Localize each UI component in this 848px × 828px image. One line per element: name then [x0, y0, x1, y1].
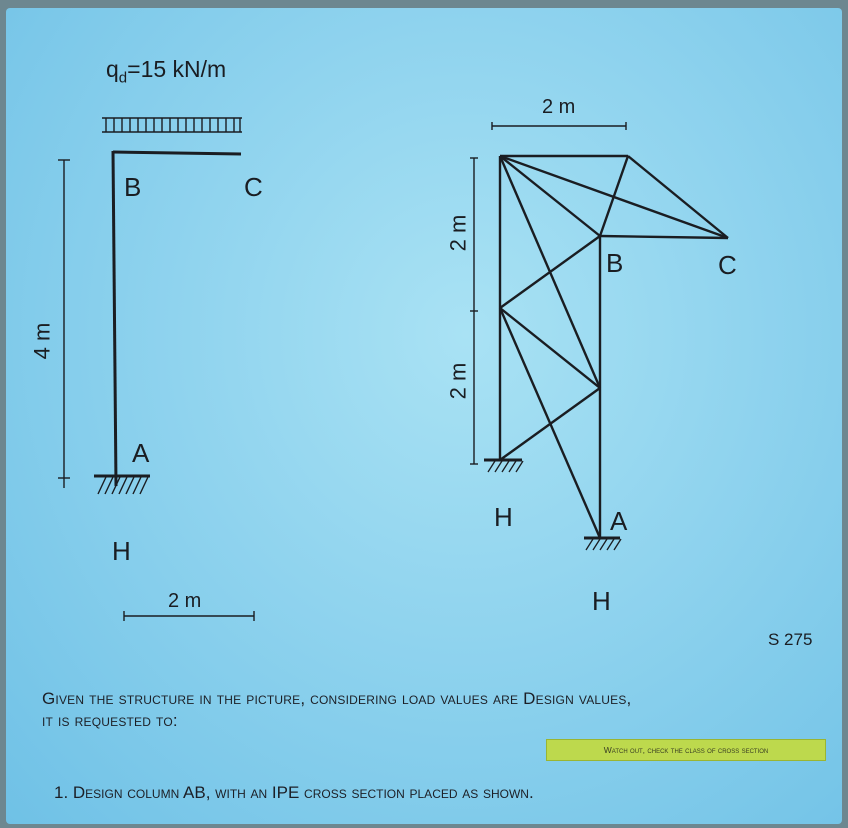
problem-statement-line-2: it is requested to: — [42, 711, 178, 730]
node-label-A-right: A — [610, 506, 628, 536]
height-dimension-line — [58, 160, 70, 488]
truss-left-support — [484, 460, 523, 472]
truss-members — [500, 156, 728, 538]
problem-statement-line-1: Given the structure in the picture, considering load values are Design values, — [42, 689, 632, 708]
ipe-section-symbol-truss-left: H — [494, 502, 513, 532]
load-label: $q_d=15$ kN/m — [106, 56, 227, 87]
left-fixed-support — [94, 476, 150, 494]
steel-grade-label: S 275 — [768, 630, 813, 649]
node-label-C-left: C — [244, 172, 263, 202]
node-label-A-left: A — [132, 438, 150, 468]
truss-width-dimension — [492, 122, 626, 130]
height-dimension-label: 4 m — [29, 322, 55, 360]
ipe-section-symbol-truss-right: H — [592, 586, 611, 616]
node-label-C-right: C — [718, 250, 737, 280]
truss-upper-height-label: 2 m — [445, 214, 471, 252]
truss-width-label: 2 m — [542, 96, 576, 118]
ipe-section-symbol-left: H — [112, 536, 131, 566]
distributed-load-arrows — [102, 118, 242, 132]
node-label-B-right: B — [606, 248, 624, 278]
node-label-B-left: B — [124, 172, 142, 202]
drawing-sheet — [6, 8, 842, 824]
truss-height-dimension — [470, 158, 478, 464]
beam-BC — [113, 152, 241, 154]
warning-note: Watch out, check the class of cross section — [546, 739, 826, 761]
width-dimension-label: 2 m — [168, 590, 202, 612]
truss-right-support — [584, 538, 621, 550]
task-item-1: 1. Design column AB, with an IPE cross section placed as shown. — [54, 783, 534, 802]
truss-lower-height-label: 2 m — [445, 362, 471, 400]
column-AB — [113, 151, 116, 486]
